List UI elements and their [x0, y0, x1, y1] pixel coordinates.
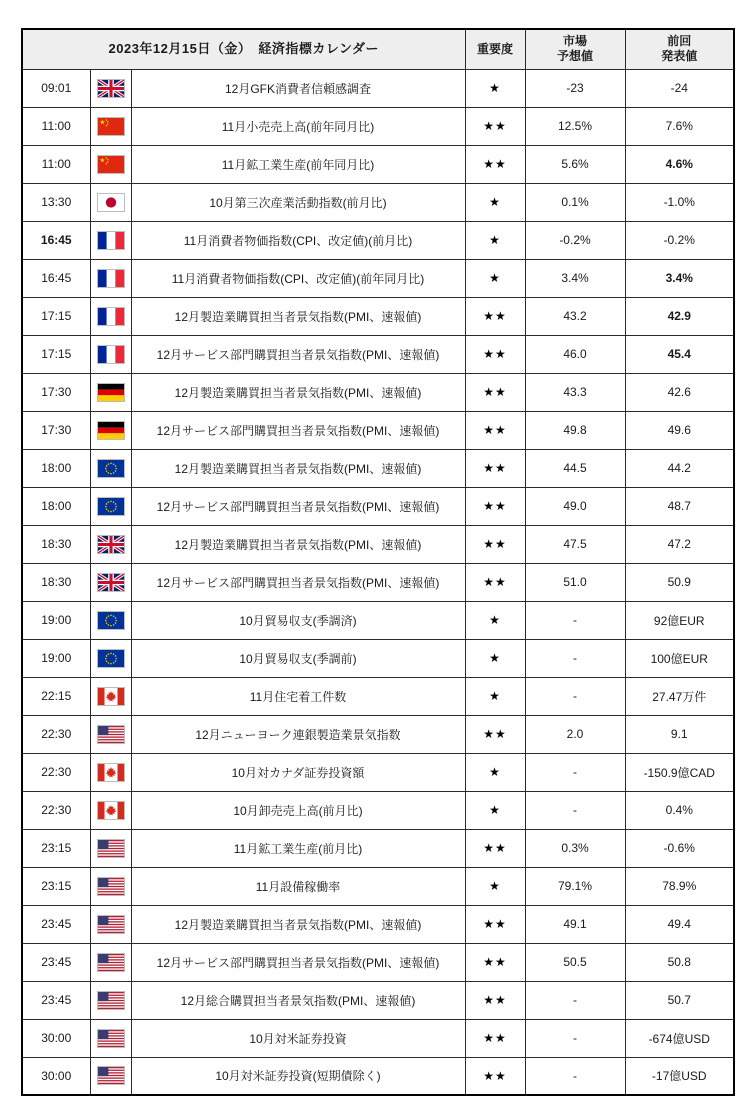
event-row — [22, 183, 734, 221]
country-flag-cell — [90, 449, 131, 487]
event-name: 10月卸売売上高(前月比) — [131, 791, 465, 829]
flag-eu-icon — [97, 497, 125, 516]
previous-release-value: 49.4 — [625, 905, 734, 943]
market-forecast-value: 49.8 — [525, 411, 625, 449]
importance-stars: ★ — [465, 677, 525, 715]
importance-stars: ★★ — [465, 715, 525, 753]
market-forecast-value: - — [525, 1057, 625, 1095]
event-row — [22, 411, 734, 449]
importance-stars: ★ — [465, 259, 525, 297]
event-row — [22, 867, 734, 905]
event-time: 23:45 — [22, 981, 90, 1019]
column-header-previous — [625, 29, 734, 69]
market-forecast-value: 5.6% — [525, 145, 625, 183]
importance-stars: ★ — [465, 753, 525, 791]
previous-release-value: -0.6% — [625, 829, 734, 867]
previous-release-value: 47.2 — [625, 525, 734, 563]
previous-release-value: -0.2% — [625, 221, 734, 259]
market-forecast-value: - — [525, 791, 625, 829]
importance-stars: ★★ — [465, 297, 525, 335]
event-name: 12月総合購買担当者景気指数(PMI、速報値) — [131, 981, 465, 1019]
importance-stars: ★★ — [465, 335, 525, 373]
event-row — [22, 943, 734, 981]
country-flag-cell — [90, 487, 131, 525]
flag-uk-icon — [97, 535, 125, 554]
event-time: 19:00 — [22, 639, 90, 677]
market-forecast-value: 79.1% — [525, 867, 625, 905]
flag-china-icon — [97, 117, 125, 136]
country-flag-cell — [90, 335, 131, 373]
event-row — [22, 69, 734, 107]
event-time: 23:15 — [22, 867, 90, 905]
event-time: 22:15 — [22, 677, 90, 715]
market-forecast-value: 51.0 — [525, 563, 625, 601]
market-forecast-value: 43.2 — [525, 297, 625, 335]
event-time: 16:45 — [22, 221, 90, 259]
country-flag-cell — [90, 943, 131, 981]
importance-stars: ★★ — [465, 107, 525, 145]
importance-stars: ★★ — [465, 943, 525, 981]
market-forecast-value: -0.2% — [525, 221, 625, 259]
event-row — [22, 905, 734, 943]
market-forecast-value: 47.5 — [525, 525, 625, 563]
country-flag-cell — [90, 221, 131, 259]
previous-release-value: -17億USD — [625, 1057, 734, 1095]
importance-stars: ★★ — [465, 411, 525, 449]
market-forecast-value: 46.0 — [525, 335, 625, 373]
previous-release-value: 50.7 — [625, 981, 734, 1019]
event-name: 11月消費者物価指数(CPI、改定値)(前年同月比) — [131, 259, 465, 297]
event-name: 12月サービス部門購買担当者景気指数(PMI、速報値) — [131, 335, 465, 373]
event-time: 17:15 — [22, 297, 90, 335]
country-flag-cell — [90, 1019, 131, 1057]
event-row — [22, 563, 734, 601]
flag-usa-icon — [97, 953, 125, 972]
event-time: 11:00 — [22, 107, 90, 145]
flag-usa-icon — [97, 991, 125, 1010]
country-flag-cell — [90, 525, 131, 563]
event-name: 11月鉱工業生産(前月比) — [131, 829, 465, 867]
event-row — [22, 487, 734, 525]
event-name: 12月製造業購買担当者景気指数(PMI、速報値) — [131, 905, 465, 943]
importance-stars: ★★ — [465, 829, 525, 867]
previous-release-value: 4.6% — [625, 145, 734, 183]
country-flag-cell — [90, 69, 131, 107]
country-flag-cell — [90, 905, 131, 943]
flag-usa-icon — [97, 725, 125, 744]
flag-france-icon — [97, 345, 125, 364]
previous-release-value: -674億USD — [625, 1019, 734, 1057]
market-forecast-value: 0.3% — [525, 829, 625, 867]
event-time: 17:30 — [22, 373, 90, 411]
country-flag-cell — [90, 753, 131, 791]
flag-uk-icon — [97, 573, 125, 592]
country-flag-cell — [90, 601, 131, 639]
event-time: 18:30 — [22, 563, 90, 601]
event-row — [22, 525, 734, 563]
event-name: 10月第三次産業活動指数(前月比) — [131, 183, 465, 221]
previous-release-value: -1.0% — [625, 183, 734, 221]
event-name: 12月サービス部門購買担当者景気指数(PMI、速報値) — [131, 487, 465, 525]
importance-stars: ★ — [465, 791, 525, 829]
column-header-previous-line1: 前回 — [667, 34, 692, 49]
importance-stars: ★★ — [465, 905, 525, 943]
event-row — [22, 981, 734, 1019]
market-forecast-value: 49.0 — [525, 487, 625, 525]
event-time: 23:45 — [22, 943, 90, 981]
flag-germany-icon — [97, 383, 125, 402]
country-flag-cell — [90, 639, 131, 677]
importance-stars: ★★ — [465, 1019, 525, 1057]
header-row — [22, 29, 734, 69]
flag-usa-icon — [97, 839, 125, 858]
importance-stars: ★★ — [465, 487, 525, 525]
event-name: 12月製造業購買担当者景気指数(PMI、速報値) — [131, 525, 465, 563]
previous-release-value: 100億EUR — [625, 639, 734, 677]
previous-release-value: 42.6 — [625, 373, 734, 411]
flag-usa-icon — [97, 915, 125, 934]
event-name: 11月消費者物価指数(CPI、改定値)(前月比) — [131, 221, 465, 259]
event-time: 30:00 — [22, 1057, 90, 1095]
event-name: 12月サービス部門購買担当者景気指数(PMI、速報値) — [131, 943, 465, 981]
previous-release-value: 3.4% — [625, 259, 734, 297]
event-row — [22, 639, 734, 677]
economic-calendar-table — [21, 28, 735, 1096]
event-name: 10月貿易収支(季調済) — [131, 601, 465, 639]
event-time: 18:00 — [22, 487, 90, 525]
flag-canada-icon — [97, 687, 125, 706]
market-forecast-value: 44.5 — [525, 449, 625, 487]
previous-release-value: 50.8 — [625, 943, 734, 981]
previous-release-value: 78.9% — [625, 867, 734, 905]
importance-stars: ★★ — [465, 1057, 525, 1095]
flag-usa-icon — [97, 1066, 125, 1085]
market-forecast-value: 0.1% — [525, 183, 625, 221]
market-forecast-value: - — [525, 601, 625, 639]
event-name: 10月対米証券投資 — [131, 1019, 465, 1057]
market-forecast-value: - — [525, 981, 625, 1019]
event-name: 11月住宅着工件数 — [131, 677, 465, 715]
market-forecast-value: 49.1 — [525, 905, 625, 943]
event-time: 22:30 — [22, 791, 90, 829]
flag-france-icon — [97, 307, 125, 326]
flag-france-icon — [97, 269, 125, 288]
flag-uk-icon — [97, 79, 125, 98]
previous-release-value: 92億EUR — [625, 601, 734, 639]
country-flag-cell — [90, 715, 131, 753]
importance-stars: ★ — [465, 639, 525, 677]
flag-eu-icon — [97, 611, 125, 630]
event-time: 17:15 — [22, 335, 90, 373]
event-time: 18:30 — [22, 525, 90, 563]
event-name: 12月製造業購買担当者景気指数(PMI、速報値) — [131, 373, 465, 411]
country-flag-cell — [90, 829, 131, 867]
previous-release-value: -24 — [625, 69, 734, 107]
country-flag-cell — [90, 145, 131, 183]
market-forecast-value: - — [525, 1019, 625, 1057]
importance-stars: ★★ — [465, 373, 525, 411]
market-forecast-value: 12.5% — [525, 107, 625, 145]
event-name: 10月対米証券投資(短期債除く) — [131, 1057, 465, 1095]
country-flag-cell — [90, 791, 131, 829]
importance-stars: ★★ — [465, 449, 525, 487]
country-flag-cell — [90, 1057, 131, 1095]
previous-release-value: -150.9億CAD — [625, 753, 734, 791]
event-time: 23:15 — [22, 829, 90, 867]
event-name: 11月鉱工業生産(前年同月比) — [131, 145, 465, 183]
event-time: 18:00 — [22, 449, 90, 487]
importance-stars: ★★ — [465, 525, 525, 563]
event-row — [22, 791, 734, 829]
market-forecast-value: - — [525, 639, 625, 677]
event-row — [22, 145, 734, 183]
event-row — [22, 601, 734, 639]
country-flag-cell — [90, 981, 131, 1019]
calendar-title: 2023年12月15日（金） 経済指標カレンダー — [22, 29, 465, 69]
event-time: 11:00 — [22, 145, 90, 183]
country-flag-cell — [90, 259, 131, 297]
event-time: 19:00 — [22, 601, 90, 639]
event-time: 09:01 — [22, 69, 90, 107]
importance-stars: ★★ — [465, 145, 525, 183]
previous-release-value: 27.47万件 — [625, 677, 734, 715]
event-row — [22, 449, 734, 487]
event-row — [22, 1057, 734, 1095]
flag-china-icon — [97, 155, 125, 174]
event-name: 10月対カナダ証券投資額 — [131, 753, 465, 791]
event-row — [22, 335, 734, 373]
event-row — [22, 715, 734, 753]
previous-release-value: 45.4 — [625, 335, 734, 373]
country-flag-cell — [90, 107, 131, 145]
market-forecast-value: 2.0 — [525, 715, 625, 753]
flag-eu-icon — [97, 649, 125, 668]
market-forecast-value: 43.3 — [525, 373, 625, 411]
flag-usa-icon — [97, 877, 125, 896]
previous-release-value: 48.7 — [625, 487, 734, 525]
country-flag-cell — [90, 373, 131, 411]
country-flag-cell — [90, 297, 131, 335]
event-time: 16:45 — [22, 259, 90, 297]
flag-eu-icon — [97, 459, 125, 478]
flag-france-icon — [97, 231, 125, 250]
event-time: 30:00 — [22, 1019, 90, 1057]
event-row — [22, 677, 734, 715]
event-name: 11月設備稼働率 — [131, 867, 465, 905]
event-name: 12月GFK消費者信頼感調査 — [131, 69, 465, 107]
previous-release-value: 7.6% — [625, 107, 734, 145]
flag-germany-icon — [97, 421, 125, 440]
market-forecast-value: -23 — [525, 69, 625, 107]
event-row — [22, 753, 734, 791]
market-forecast-value: - — [525, 753, 625, 791]
importance-stars: ★ — [465, 867, 525, 905]
event-row — [22, 829, 734, 867]
event-name: 10月貿易収支(季調前) — [131, 639, 465, 677]
country-flag-cell — [90, 411, 131, 449]
importance-stars: ★ — [465, 601, 525, 639]
importance-stars: ★★ — [465, 981, 525, 1019]
event-time: 22:30 — [22, 753, 90, 791]
calendar-rows — [22, 69, 734, 1095]
previous-release-value: 49.6 — [625, 411, 734, 449]
event-time: 17:30 — [22, 411, 90, 449]
event-time: 13:30 — [22, 183, 90, 221]
event-name: 12月製造業購買担当者景気指数(PMI、速報値) — [131, 297, 465, 335]
column-header-forecast-line1: 市場 — [562, 34, 587, 49]
event-row — [22, 221, 734, 259]
market-forecast-value: 3.4% — [525, 259, 625, 297]
previous-release-value: 44.2 — [625, 449, 734, 487]
column-header-forecast-line2: 予想値 — [556, 49, 593, 64]
event-name: 12月製造業購買担当者景気指数(PMI、速報値) — [131, 449, 465, 487]
column-header-forecast — [525, 29, 625, 69]
previous-release-value: 42.9 — [625, 297, 734, 335]
importance-stars: ★★ — [465, 563, 525, 601]
event-time: 23:45 — [22, 905, 90, 943]
flag-canada-icon — [97, 763, 125, 782]
market-forecast-value: - — [525, 677, 625, 715]
event-row — [22, 297, 734, 335]
previous-release-value: 50.9 — [625, 563, 734, 601]
importance-stars: ★ — [465, 183, 525, 221]
importance-stars: ★ — [465, 221, 525, 259]
event-row — [22, 373, 734, 411]
event-time: 22:30 — [22, 715, 90, 753]
country-flag-cell — [90, 183, 131, 221]
event-name: 11月小売売上高(前年同月比) — [131, 107, 465, 145]
country-flag-cell — [90, 867, 131, 905]
column-header-previous-line2: 発表値 — [661, 49, 698, 64]
table-header — [22, 29, 734, 69]
event-row — [22, 1019, 734, 1057]
event-row — [22, 107, 734, 145]
event-name: 12月サービス部門購買担当者景気指数(PMI、速報値) — [131, 563, 465, 601]
flag-usa-icon — [97, 1029, 125, 1048]
event-name: 12月ニューヨーク連銀製造業景気指数 — [131, 715, 465, 753]
previous-release-value: 9.1 — [625, 715, 734, 753]
importance-stars: ★ — [465, 69, 525, 107]
flag-japan-icon — [97, 193, 125, 212]
country-flag-cell — [90, 677, 131, 715]
column-header-importance: 重要度 — [465, 29, 525, 69]
event-row — [22, 259, 734, 297]
flag-canada-icon — [97, 801, 125, 820]
event-name: 12月サービス部門購買担当者景気指数(PMI、速報値) — [131, 411, 465, 449]
country-flag-cell — [90, 563, 131, 601]
previous-release-value: 0.4% — [625, 791, 734, 829]
market-forecast-value: 50.5 — [525, 943, 625, 981]
